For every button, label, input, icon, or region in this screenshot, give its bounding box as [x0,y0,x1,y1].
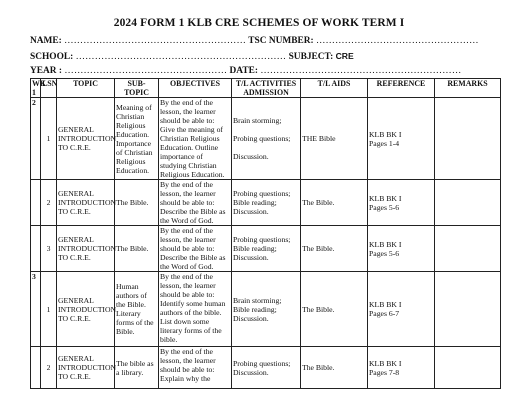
table-row [31,98,501,180]
name-field: ………………………………………………… [64,36,247,46]
name-line [30,36,479,46]
cell-subtopic: Human authors of the Bible. Literary forms of the Bible. [115,272,159,347]
cell-objectives: By the end of the lesson, the learner should be able to: Describe the Bible as the Word of God. [159,226,232,272]
cell-subtopic: The bible as a library. [115,347,159,389]
cell-aids: THE Bible [301,98,368,180]
cell-aids: The Bible. [301,226,368,272]
cell-subtopic: The Bible. [115,226,159,272]
cell-remarks [435,226,501,272]
cell-lsn: 1 [41,98,57,180]
cell-lsn: 1 [41,272,57,347]
cell-wk: 2 [31,98,41,180]
cell-wk: 3 [31,272,41,347]
cell-activities: Brain storming; Probing questions; Discussion. [232,98,301,180]
header-activities: T/L ACTIVITIES ADMISSION [232,79,301,98]
year-line [30,66,461,76]
cell-aids: The Bible. [301,180,368,226]
cell-reference: KLB BK I Pages 6-7 [368,272,435,347]
cell-aids: The Bible. [301,347,368,389]
cell-reference: KLB BK I Pages 5-6 [368,180,435,226]
cell-topic: GENERAL INTRODUCTION TO C.R.E. [57,180,115,226]
cell-remarks [435,347,501,389]
table-row [31,347,501,389]
cell-activities: Probing questions; Discussion. [232,347,301,389]
cell-remarks [435,272,501,347]
header-remarks: REMARKS [435,79,501,98]
cell-remarks [435,98,501,180]
cell-topic: GENERAL INTRODUCTION TO C.R.E. [57,272,115,347]
cell-objectives: By the end of the lesson, the learner should be able to: Describe the Bible as the Word of God. [159,180,232,226]
cell-topic: GENERAL INTRODUCTION TO C.R.E. [57,98,115,180]
cell-activities: Probing questions; Bible reading; Discussion. [232,226,301,272]
schemes-table [30,78,501,389]
cell-objectives: By the end of the lesson, the learner should be able to: Give the meaning of Christian Religious Education. Outline importance of studying Christian Religious Education. [159,98,232,180]
cell-remarks [435,180,501,226]
cell-subtopic: Meaning of Christian Religious Education. Importance of Christian Religious Education. [115,98,159,180]
cell-reference: KLB BK I Pages 7-8 [368,347,435,389]
table-row [31,180,501,226]
cell-activities: Brain storming; Bible reading; Discussion. [232,272,301,347]
cell-wk [31,347,41,389]
name-label: NAME: [30,36,62,46]
school-label: SCHOOL: [30,52,74,62]
cell-lsn: 3 [41,226,57,272]
document-title: 2024 FORM 1 KLB CRE SCHEMES OF WORK TERM I [113,17,405,29]
cell-lsn: 2 [41,347,57,389]
school-field: ………………………………………………………… [75,52,287,62]
table-row [31,226,501,272]
header-lsn: LSN [41,79,57,98]
cell-objectives: By the end of the lesson, the learner should be able to: Explain why the [159,347,232,389]
cell-topic: GENERAL INTRODUCTION TO C.R.E. [57,347,115,389]
tsc-field: …………………………………………… [315,36,479,46]
cell-reference: KLB BK I Pages 1-4 [368,98,435,180]
cell-topic: GENERAL INTRODUCTION TO C.R.E. [57,226,115,272]
date-label: DATE: [229,66,258,76]
cell-wk [31,180,41,226]
year-label: YEAR : [30,66,63,76]
tsc-label: TSC NUMBER: [248,36,314,46]
cell-activities: Probing questions; Bible reading; Discussion. [232,180,301,226]
cell-wk [31,226,41,272]
cell-subtopic: The Bible. [115,180,159,226]
cell-aids: The Bible. [301,272,368,347]
school-line [30,51,354,62]
table-header-row [31,79,501,98]
header-wk: WK 1 [32,79,47,97]
date-field: ……………………………………………………… [260,66,462,76]
cell-lsn: 2 [41,180,57,226]
cell-reference: KLB BK I Pages 5-6 [368,226,435,272]
header-objectives: OBJECTIVES [159,79,232,98]
header-aids: T/L AIDS [301,79,368,98]
header-reference: REFERENCE [368,79,435,98]
year-field: …………………………………………… [64,66,228,76]
cell-objectives: By the end of the lesson, the learner should be able to: Identify some human authors of the bible. List down some literary forms of the bible. [159,272,232,347]
header-subtopic: SUB-TOPIC [115,79,159,98]
table-row [31,272,501,347]
header-topic: TOPIC [57,79,115,98]
subject-label: SUBJECT: [288,52,334,62]
subject-value: CRE [335,51,354,61]
